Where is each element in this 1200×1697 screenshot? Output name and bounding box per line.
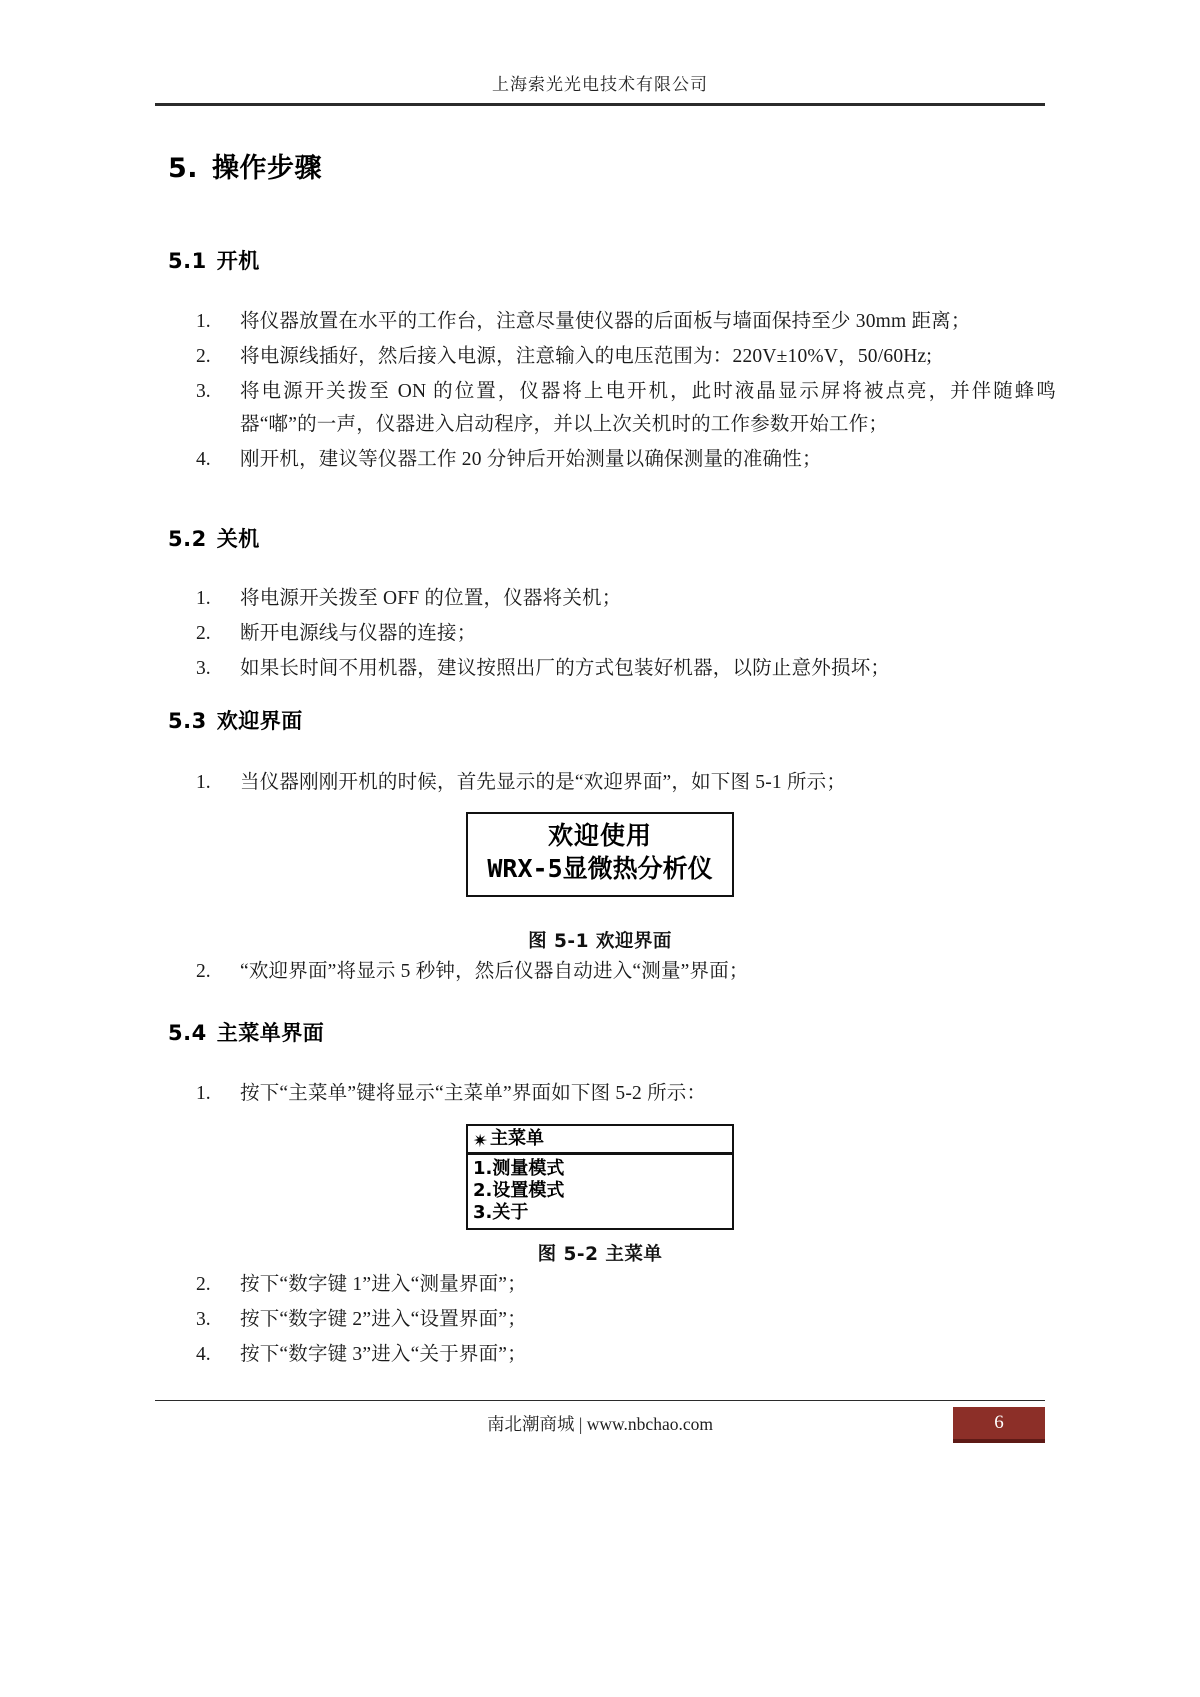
lcd-menu-item: 3.关于 [473,1202,529,1223]
subsection-heading-5-2 [168,523,260,553]
page-number-badge [953,1407,1045,1443]
page-footer [155,1400,1045,1445]
subsection-heading-5-3 [168,705,303,735]
list-marker: 1. [196,311,211,332]
list-text: 按下“数字键 3”进入“关于界面”； [240,1344,527,1365]
list-item [196,955,1056,988]
section-title: 操作步骤 [212,153,323,184]
list-5-3-second [196,955,1056,990]
list-text: 按下“主菜单”键将显示“主菜单”界面如下图 5-2 所示： [240,1083,707,1104]
list-item [196,1077,1056,1110]
page-number: 6 [994,1412,1004,1433]
list-item [196,766,1056,799]
subsection-title: 开机 [216,249,260,273]
list-item [196,305,1056,338]
list-marker: 1. [196,1083,211,1104]
list-marker: 3. [196,658,211,679]
list-item [196,617,1056,650]
list-5-1 [196,305,1056,478]
lcd-panel-main-menu [466,1124,734,1230]
lcd-menu-item: 2.设置模式 [473,1180,565,1201]
list-marker: 3. [196,381,211,402]
star-icon [473,1132,488,1147]
list-item [196,443,1056,476]
list-marker: 2. [196,623,211,644]
list-marker: 4. [196,1344,211,1365]
subsection-number: 5.3 [168,709,207,733]
list-item [196,1338,1056,1371]
list-text: 断开电源线与仪器的连接； [240,623,477,644]
section-heading-5 [168,146,322,185]
page-header [155,70,1045,106]
list-text: 如果长时间不用机器，建议按照出厂的方式包装好机器，以防止意外损坏； [240,658,891,679]
lcd-menu-title-text: 主菜单 [490,1128,544,1149]
figure-5-1-welcome-screen [0,812,1200,897]
subsection-heading-5-4 [168,1017,324,1047]
subsection-number: 5.1 [168,249,207,273]
list-marker: 4. [196,449,211,470]
list-item [196,340,1056,373]
list-5-2 [196,582,1056,687]
list-text: 刚开机，建议等仪器工作 20 分钟后开始测量以确保测量的准确性； [240,449,822,470]
list-marker: 3. [196,1309,211,1330]
lcd-menu-title-bar [468,1126,732,1155]
list-text: 将电源开关拨至 OFF 的位置，仪器将关机； [240,588,622,609]
subsection-heading-5-1 [168,245,260,275]
list-5-3-first [196,766,1056,801]
list-text: “欢迎界面”将显示 5 秒钟，然后仪器自动进入“测量”界面； [240,961,749,982]
subsection-number: 5.2 [168,527,207,551]
subsection-title: 关机 [216,527,260,551]
header-divider [155,103,1045,106]
list-item [196,582,1056,615]
header-company-name: 上海索光光电技术有限公司 [492,75,708,94]
list-5-4-first [196,1077,1056,1112]
lcd-welcome-line-1: 欢迎使用 [547,821,652,850]
list-item [196,1268,1056,1301]
section-number: 5. [168,153,199,184]
lcd-menu-item-list [468,1155,732,1228]
figure-5-2-main-menu-screen [0,1124,1200,1230]
list-text: 将电源线插好，然后接入电源，注意输入的电压范围为：220V±10%V，50/60Hz; [240,346,933,367]
list-item [196,1303,1056,1336]
figure-5-1-caption: 图 5-1 欢迎界面 [528,931,672,952]
figure-5-2-caption: 图 5-2 主菜单 [537,1244,663,1265]
list-marker: 2. [196,1274,211,1295]
list-marker: 2. [196,961,211,982]
list-text: 按下“数字键 1”进入“测量界面”； [240,1274,527,1295]
list-text: 将电源开关拨至 ON 的位置，仪器将上电开机，此时液晶显示屏将被点亮，并伴随蜂鸣器“嘟”的一声，仪器进入启动程序，并以上次关机时的工作参数开始工作； [240,381,1056,435]
list-marker: 2. [196,346,211,367]
subsection-number: 5.4 [168,1021,207,1045]
list-item [196,652,1056,685]
list-5-4-rest [196,1268,1056,1373]
list-text: 当仪器刚刚开机的时候，首先显示的是“欢迎界面”，如下图 5-1 所示； [240,772,847,793]
footer-site-text: 南北潮商城 | www.nbchao.com [487,1414,713,1434]
subsection-title: 主菜单界面 [216,1021,325,1045]
lcd-panel-welcome [466,812,734,897]
list-text: 按下“数字键 2”进入“设置界面”； [240,1309,527,1330]
list-marker: 1. [196,772,211,793]
subsection-title: 欢迎界面 [216,709,303,733]
list-text: 将仪器放置在水平的工作台，注意尽量使仪器的后面板与墙面保持至少 30mm 距离； [240,311,971,332]
lcd-welcome-line-2: WRX-5显微热分析仪 [487,854,713,883]
lcd-menu-item: 1.测量模式 [473,1158,565,1179]
list-marker: 1. [196,588,211,609]
list-item [196,375,1056,441]
